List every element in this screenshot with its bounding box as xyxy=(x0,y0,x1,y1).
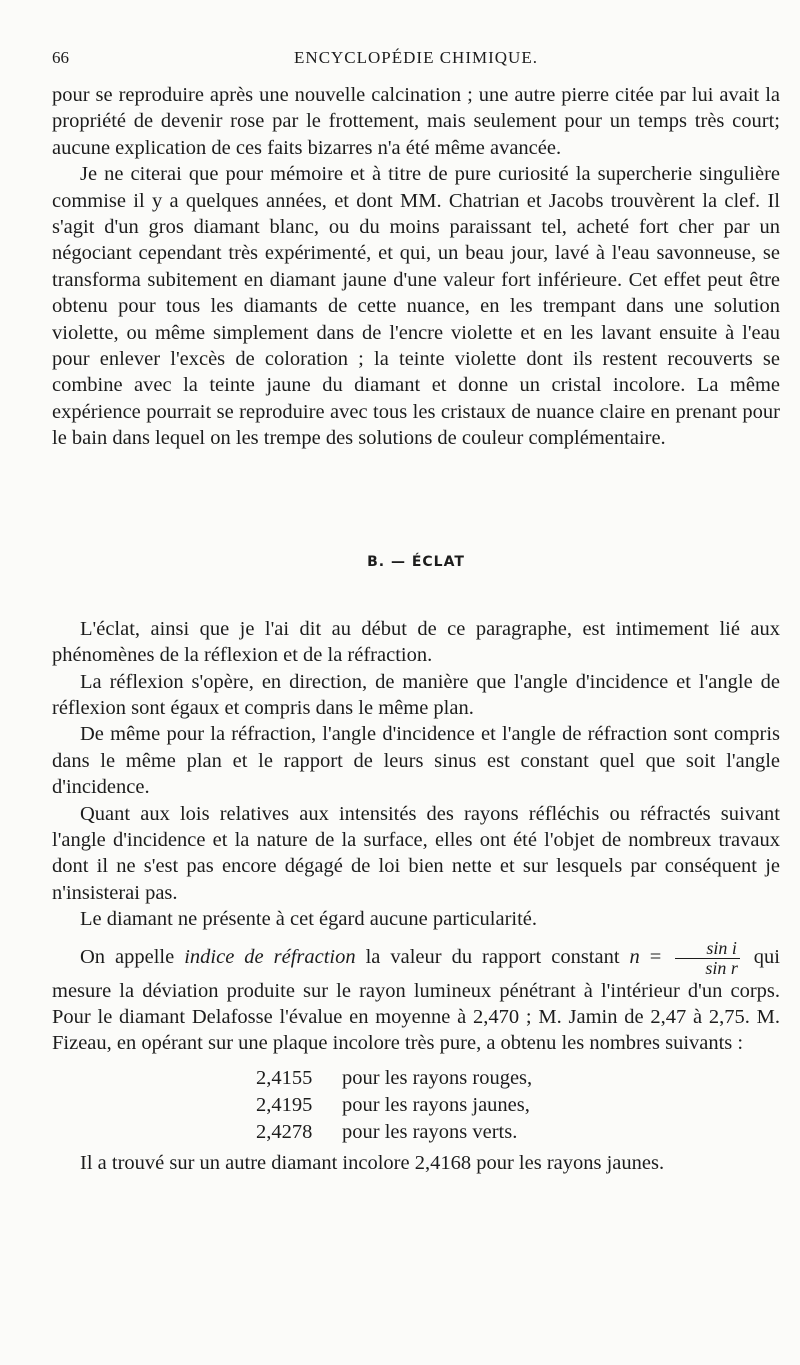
text-middle: la valeur du rapport constant xyxy=(355,945,630,968)
table-row xyxy=(256,1065,532,1092)
label-cell: pour les rayons jaunes, xyxy=(342,1093,530,1116)
page-header xyxy=(52,48,780,82)
paragraph-particularite: Le diamant ne présente à cet égard aucune particularité. xyxy=(80,908,538,931)
paragraph-last: Il a trouvé sur un autre diamant incolore 2,4168 pour les rayons jaunes. xyxy=(80,1151,665,1174)
page xyxy=(52,48,780,1176)
formula-equals: = xyxy=(639,945,672,968)
paragraph-reflexion: La réflexion s'opère, en direction, de manière que l'angle d'incidence et l'angle de réflexion sont égaux et compris dans le même plan. xyxy=(52,670,780,719)
value-cell: 2,4278 xyxy=(256,1120,313,1143)
table-row xyxy=(256,1092,532,1119)
section-title: B. — ÉCLAT xyxy=(367,553,465,570)
paragraph-refraction: De même pour la réfraction, l'angle d'incidence et l'angle de réfraction sont compris dans le même plan et le rapport de leurs sinus est constant quel que soit l'angle d'incidence. xyxy=(52,723,780,799)
paragraph-intensites: Quant aux lois relatives aux intensités des rayons réfléchis ou réfractés suivant l'angle d'incidence et la nature de la surface, elles ont été l'objet de nombreux travaux dont il ne s'est pas encore dégagé de loi bien nette et sur lesquels par conséquent je n'insisterai pas. xyxy=(52,802,780,904)
running-title: ENCYCLOPÉDIE CHIMIQUE. xyxy=(294,48,538,67)
formula-variable: n xyxy=(629,945,640,968)
label-cell: pour les rayons rouges, xyxy=(342,1066,533,1089)
values-table xyxy=(256,1065,532,1146)
term-indice-refraction: indice de réfraction xyxy=(184,945,356,968)
paragraph-supercherie: Je ne citerai que pour mémoire et à titre de pure curiosité la supercherie singulière commise il y a quelques années, et dont MM. Chatrian et Jacobs trouvèrent la clef. Il s'agit d'un gros diamant blanc, ou du moins paraissant tel, acheté fort cher par un négociant cependant très expérimenté, et qui, un beau jour, lavé à l'eau savonneuse, se transforma subitement en diamant jaune d'une valeur fort inférieure. Cet effet peut être obtenu pour tous les diamants de cette nuance, en les trempant dans une solution violette, ou même simplement dans de l'encre violette et en les lavant ensuite à l'eau pour enlever l'excès de coloration ; la teinte violette dont ils restent recouverts se combine avec la teinte jaune du diamant et donne un cristal incolore. La même expérience pourrait se reproduire avec tous les cristaux de nuance claire en prenant pour le bain dans lequel on les trempe des solutions de couleur complémentaire. xyxy=(52,163,780,450)
text-before: On appelle xyxy=(80,945,185,968)
label-cell: pour les rayons verts. xyxy=(342,1120,518,1143)
fraction-numerator: sin i xyxy=(675,939,740,959)
value-cell: 2,4195 xyxy=(256,1093,313,1116)
page-number: 66 xyxy=(52,48,69,67)
table-row xyxy=(256,1119,532,1146)
fraction-denominator: sin r xyxy=(705,957,738,978)
paragraph-eclat: L'éclat, ainsi que je l'ai dit au début de ce paragraphe, est intimement lié aux phénomènes de la réflexion et de la réfraction. xyxy=(52,617,780,667)
value-cell: 2,4155 xyxy=(256,1066,313,1089)
paragraph-indice xyxy=(52,939,780,1057)
paragraph-continuation: pour se reproduire après une nouvelle calcination ; une autre pierre citée par lui avait la propriété de devenir rose par le frottement, mais seulement pour un temps très court; aucune explication de ces faits bizarres n'a été même avancée. xyxy=(52,84,780,159)
formula-fraction xyxy=(675,939,740,978)
text-after: qui mesure la déviation produite sur le rayon lumineux pénétrant à l'intérieur d'un corps. Pour le diamant Delafosse l'évalue en moyenne à 2,470 ; M. Jamin de 2,47 à 2,75. M. Fizeau, en opérant sur une plaque incolore très pure, a obtenu les nombres suivants : xyxy=(52,945,781,1055)
